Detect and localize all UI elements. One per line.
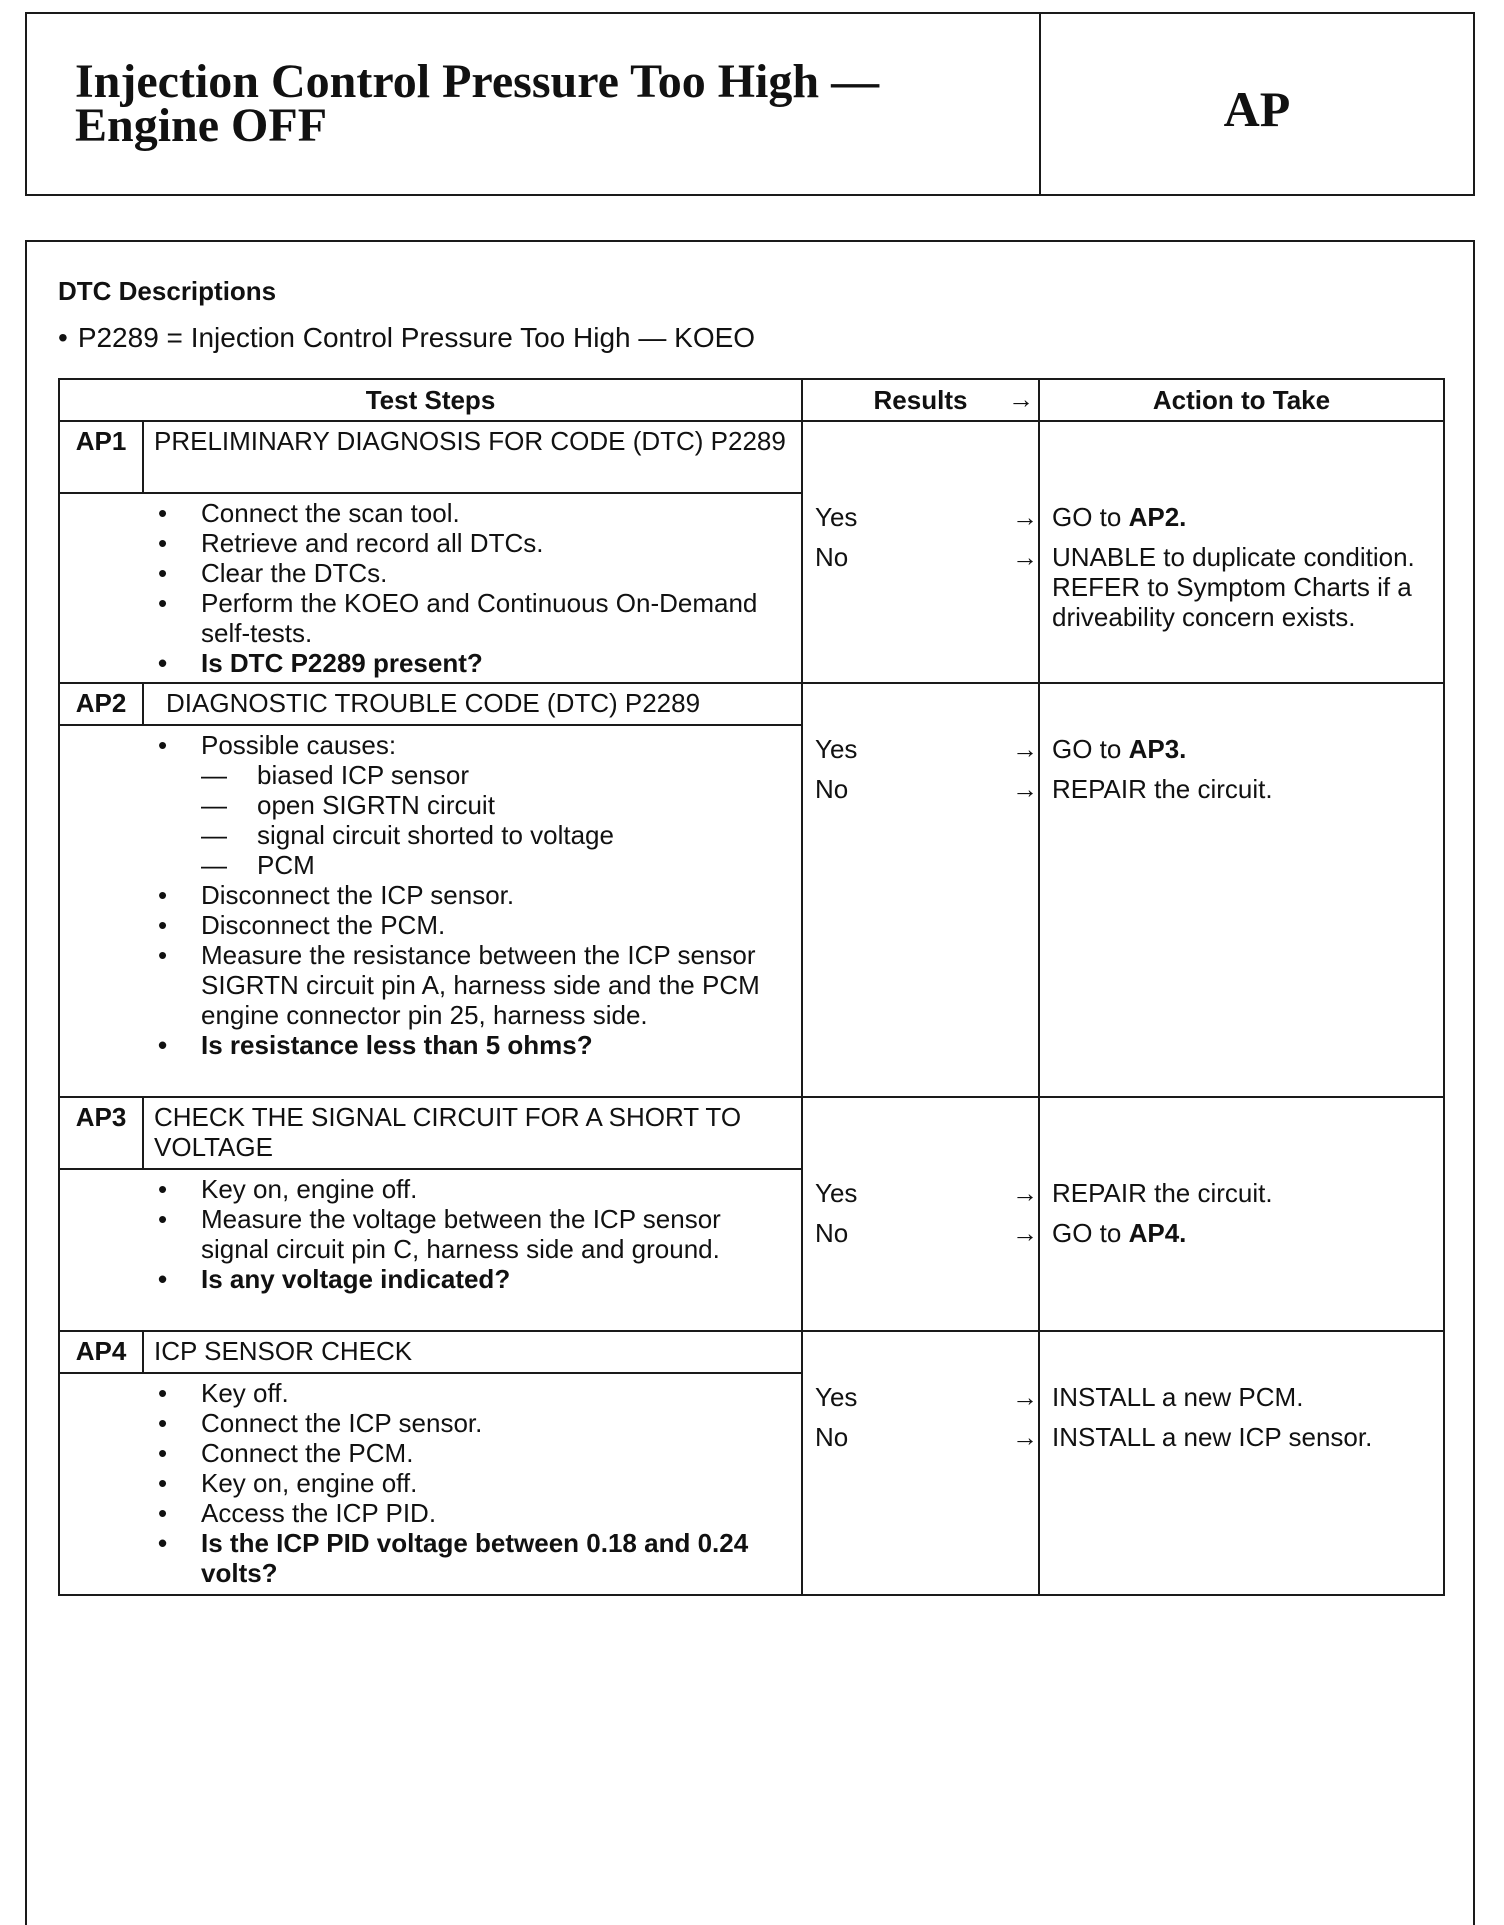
arrow-right-icon: → bbox=[1012, 1422, 1038, 1452]
list-subitem: — PCM bbox=[201, 850, 315, 880]
step-title: DIAGNOSTIC TROUBLE CODE (DTC) P2289 bbox=[143, 683, 802, 725]
arrow-right-icon: → bbox=[1012, 542, 1038, 572]
dtc-heading: DTC Descriptions bbox=[58, 276, 277, 306]
results-cell bbox=[802, 1097, 1039, 1331]
result-yes bbox=[815, 1382, 1040, 1412]
arrow-right-icon: → bbox=[1012, 1178, 1038, 1208]
action-cell bbox=[1039, 683, 1444, 1097]
result-no bbox=[815, 774, 1040, 804]
result-yes-label: Yes bbox=[815, 502, 858, 532]
action-yes bbox=[1052, 502, 1437, 532]
results-cell bbox=[802, 421, 1039, 683]
action-text: GO to bbox=[1052, 502, 1129, 532]
step-title-row bbox=[59, 421, 1444, 493]
list-subitem: — signal circuit shorted to voltage bbox=[201, 820, 614, 850]
action-cell bbox=[1039, 1331, 1444, 1595]
result-no-label: No bbox=[815, 1218, 849, 1248]
arrow-right-icon: → bbox=[1012, 502, 1038, 532]
list-item: • Measure the resistance between the ICP sensor SIGRTN circuit pin A, harness side and the PCM engine connector pin 25, harness side. bbox=[158, 940, 760, 1030]
list-subitem: — biased ICP sensor bbox=[201, 760, 469, 790]
action-yes: INSTALL a new PCM. bbox=[1052, 1382, 1304, 1412]
header-test-steps: Test Steps bbox=[59, 379, 802, 421]
section-code: AP bbox=[1223, 81, 1291, 137]
list-item: • Retrieve and record all DTCs. bbox=[158, 528, 544, 558]
result-no-label: No bbox=[815, 774, 849, 804]
test-steps-table bbox=[58, 378, 1445, 1596]
list-item: • Connect the PCM. bbox=[158, 1438, 414, 1468]
arrow-right-icon: → bbox=[1012, 774, 1038, 804]
action-yes bbox=[1052, 734, 1437, 764]
step-instructions bbox=[59, 1169, 802, 1331]
action-no: INSTALL a new ICP sensor. bbox=[1052, 1422, 1373, 1452]
action-target: AP2. bbox=[1128, 502, 1187, 532]
results-cell bbox=[802, 1331, 1039, 1595]
step-id: AP1 bbox=[59, 421, 143, 493]
results-cell bbox=[802, 683, 1039, 1097]
list-item: • Disconnect the ICP sensor. bbox=[158, 880, 515, 910]
result-no bbox=[815, 542, 1040, 572]
action-text: GO to bbox=[1052, 1218, 1129, 1248]
table-header-row bbox=[59, 379, 1444, 421]
action-cell bbox=[1039, 1097, 1444, 1331]
result-no-label: No bbox=[815, 1422, 849, 1452]
page-header bbox=[25, 12, 1475, 196]
step-title-row bbox=[59, 683, 1444, 725]
step-id: AP2 bbox=[59, 683, 143, 725]
result-yes bbox=[815, 1178, 1040, 1208]
action-no: UNABLE to duplicate condition. REFER to Symptom Charts if a driveability concern exists. bbox=[1052, 542, 1415, 632]
dtc-item bbox=[58, 322, 755, 354]
diagnostic-panel bbox=[25, 240, 1475, 1925]
list-item: • Perform the KOEO and Continuous On-Demand self-tests. bbox=[158, 588, 758, 648]
step-instructions bbox=[59, 725, 802, 1097]
step-title: CHECK THE SIGNAL CIRCUIT FOR A SHORT TO VOLTAGE bbox=[143, 1097, 802, 1169]
header-action: Action to Take bbox=[1039, 379, 1444, 421]
title-line-2: Engine OFF bbox=[75, 99, 328, 152]
result-yes-label: Yes bbox=[815, 1178, 858, 1208]
step-question: • Is the ICP PID voltage between 0.18 and 0.24 volts? bbox=[158, 1528, 749, 1588]
step-title: ICP SENSOR CHECK bbox=[143, 1331, 802, 1373]
result-yes bbox=[815, 502, 1040, 532]
action-no bbox=[1052, 1218, 1437, 1248]
step-id: AP3 bbox=[59, 1097, 143, 1169]
step-id: AP4 bbox=[59, 1331, 143, 1373]
step-title-row bbox=[59, 1097, 1444, 1169]
step-title-row bbox=[59, 1331, 1444, 1373]
action-no: REPAIR the circuit. bbox=[1052, 774, 1273, 804]
list-subitem: — open SIGRTN circuit bbox=[201, 790, 495, 820]
arrow-right-icon: → bbox=[1008, 384, 1034, 414]
result-no-label: No bbox=[815, 542, 849, 572]
dtc-item-text: P2289 = Injection Control Pressure Too High — KOEO bbox=[77, 322, 756, 353]
action-yes: REPAIR the circuit. bbox=[1052, 1178, 1273, 1208]
list-item: • Possible causes: bbox=[158, 730, 397, 760]
step-question: • Is DTC P2289 present? bbox=[158, 648, 483, 678]
step-instructions bbox=[59, 1373, 802, 1595]
list-item: • Connect the scan tool. bbox=[158, 498, 460, 528]
step-question: • Is any voltage indicated? bbox=[158, 1264, 511, 1294]
title-line-1: Injection Control Pressure Too High — bbox=[75, 55, 880, 108]
list-item: • Measure the voltage between the ICP sensor signal circuit pin C, harness side and ground. bbox=[158, 1204, 721, 1264]
arrow-right-icon: → bbox=[1012, 734, 1038, 764]
result-yes-label: Yes bbox=[815, 734, 858, 764]
list-item: • Key on, engine off. bbox=[158, 1468, 418, 1498]
list-item: • Key on, engine off. bbox=[158, 1174, 418, 1204]
step-title: PRELIMINARY DIAGNOSIS FOR CODE (DTC) P2289 bbox=[143, 421, 802, 493]
action-target: AP3. bbox=[1128, 734, 1187, 764]
arrow-right-icon: → bbox=[1012, 1218, 1038, 1248]
step-instructions bbox=[59, 493, 802, 683]
header-results-label: Results bbox=[873, 385, 968, 415]
action-text: GO to bbox=[1052, 734, 1129, 764]
list-item: • Disconnect the PCM. bbox=[158, 910, 446, 940]
result-no bbox=[815, 1422, 1040, 1452]
action-cell bbox=[1039, 421, 1444, 683]
result-no bbox=[815, 1218, 1040, 1248]
bullet-icon: • bbox=[58, 322, 68, 353]
page-title bbox=[27, 14, 1041, 194]
action-target: AP4. bbox=[1128, 1218, 1187, 1248]
list-item: • Access the ICP PID. bbox=[158, 1498, 437, 1528]
result-yes bbox=[815, 734, 1040, 764]
list-item: • Clear the DTCs. bbox=[158, 558, 388, 588]
result-yes-label: Yes bbox=[815, 1382, 858, 1412]
list-item: • Key off. bbox=[158, 1378, 289, 1408]
header-results bbox=[802, 379, 1039, 421]
list-item: • Connect the ICP sensor. bbox=[158, 1408, 483, 1438]
arrow-right-icon: → bbox=[1012, 1382, 1038, 1412]
step-question: • Is resistance less than 5 ohms? bbox=[158, 1030, 593, 1060]
